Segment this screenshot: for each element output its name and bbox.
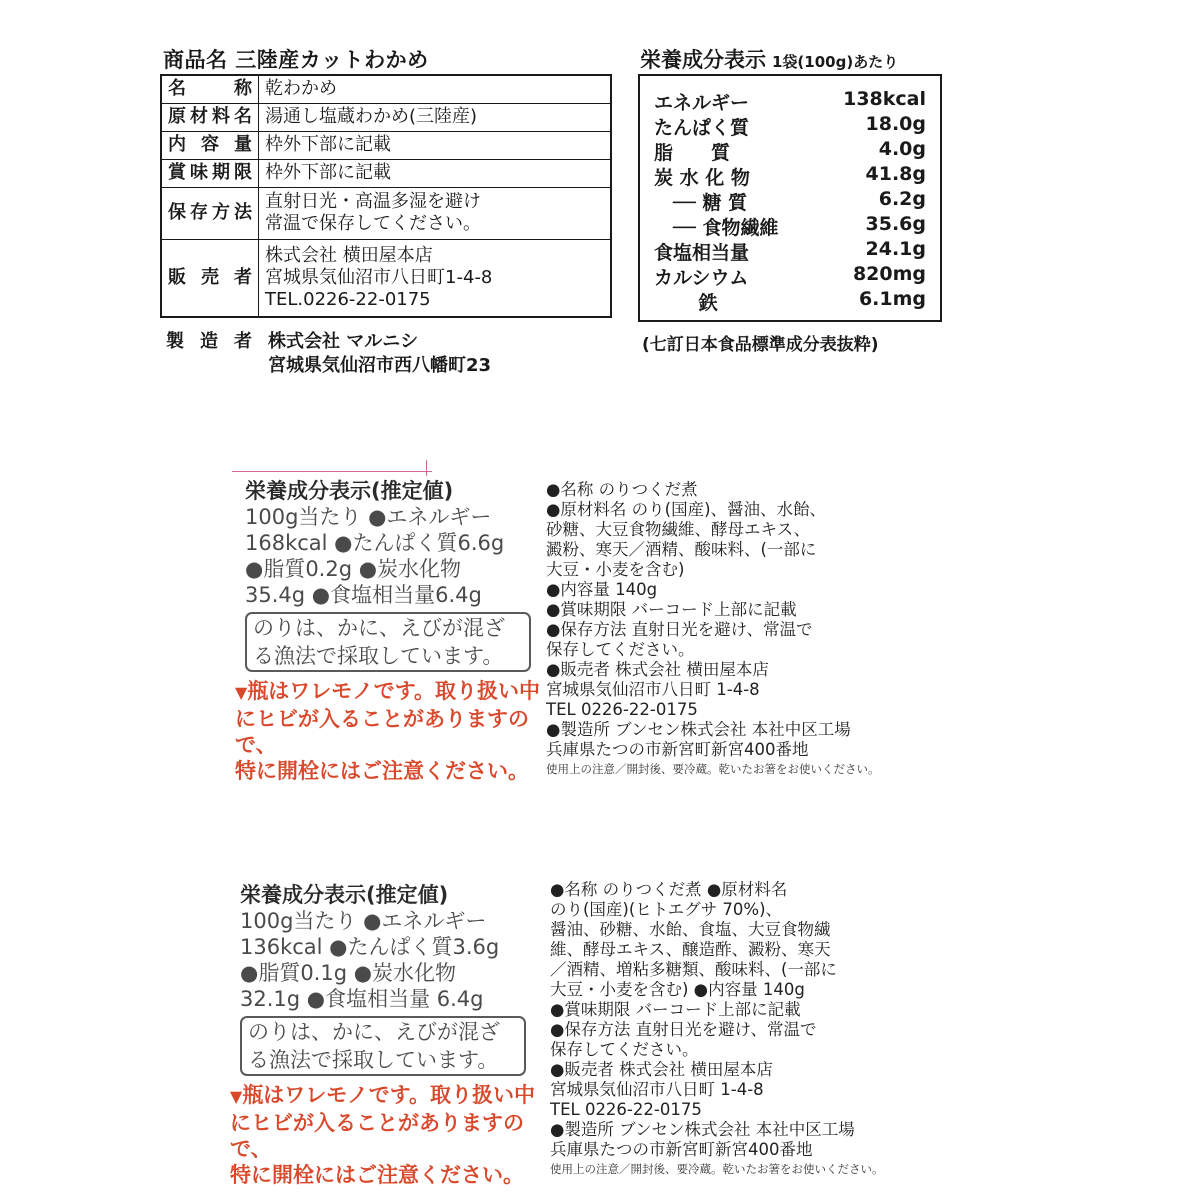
nutrition-line: 32.1g ●食塩相当量 6.4g — [240, 987, 484, 1011]
info-item: ●原材料名 のり(国産)、醤油、水飴、 砂糖、大豆食物繊維、酵母エキス、 澱粉、寒天／酒精、酸味料、(一部に 大豆・小麦を含む) — [546, 500, 827, 579]
nutrition-row — [654, 263, 926, 288]
table-row — [161, 131, 611, 159]
nutrient-label: エネルギー — [654, 92, 750, 114]
nutrition-table — [638, 74, 942, 322]
usage-caution: 使用上の注意／開封後、要冷蔵。乾いたお箸をお使いください。 — [546, 762, 880, 776]
product-info-panel — [550, 880, 884, 1178]
nutrition-line: ●脂質0.2g ●炭水化物 — [245, 557, 462, 581]
nutrient-value: 6.2g — [878, 188, 926, 210]
row-key: 原材料名 — [161, 103, 259, 131]
info-item: ●販売者 株式会社 横田屋本店 宮城県気仙沼市八日町 1-4-8 TEL 0226-22-0175 — [546, 660, 769, 719]
nutrition-line: 136kcal ●たんぱく質3.6g — [240, 935, 500, 959]
nutrition-line: 168kcal ●たんぱく質6.6g — [245, 531, 505, 555]
nutrient-value: 41.8g — [865, 163, 926, 185]
nutrient-label: ── 食物繊維 — [654, 217, 779, 239]
nutrition-line: 100g当たり ●エネルギー — [245, 505, 492, 529]
product-title: 商品名 三陸産カットわかめ — [163, 48, 429, 72]
row-value: 枠外下部に記載 — [259, 131, 612, 159]
nutrition-line: 100g当たり ●エネルギー — [240, 909, 487, 933]
row-key: 保存方法 — [161, 187, 259, 239]
nutrition-header — [640, 44, 898, 74]
row-key: 賞味期限 — [161, 159, 259, 187]
crop-mark — [232, 471, 432, 472]
nutrition-title: 栄養成分表示(推定値) — [240, 883, 449, 907]
nutrition-row — [654, 113, 926, 138]
nutrition-serving: 1袋(100g)あたり — [772, 53, 899, 71]
usage-caution: 使用上の注意／開封後、要冷蔵。乾いたお箸をお使いください。 — [550, 1162, 884, 1176]
row-value: 株式会社 横田屋本店 宮城県気仙沼市八日町1-4-8 TEL.0226-22-0175 — [259, 239, 612, 317]
nutrition-row — [654, 138, 926, 163]
product-info-panel — [546, 480, 880, 778]
table-row — [161, 75, 611, 103]
nutrient-value: 24.1g — [865, 238, 926, 260]
row-value: 枠外下部に記載 — [259, 159, 612, 187]
warning-text: 瓶はワレモノです。取り扱い中 にヒビが入ることがありますので、 特に開栓にはご注意ください。 — [230, 1083, 536, 1187]
nutrition-title: 栄養成分表示(推定値) — [245, 479, 454, 503]
nutrition-row — [654, 213, 926, 238]
row-key: 販 売 者 — [161, 239, 259, 317]
row-key: 名 称 — [161, 75, 259, 103]
info-item: ●名称 のりつくだ煮 — [546, 480, 698, 499]
fragile-warning — [235, 678, 545, 784]
nutrient-value: 18.0g — [865, 113, 926, 135]
nutrient-label: たんぱく質 — [654, 117, 750, 139]
nutrient-value: 35.6g — [865, 213, 926, 235]
table-row — [161, 239, 611, 317]
info-item: ●保存方法 直射日光を避け、常温で 保存してください。 — [550, 1020, 817, 1059]
fragile-warning — [230, 1082, 540, 1188]
info-item: ●賞味期限 バーコード上部に記載 — [546, 600, 797, 619]
manufacturer-key: 製 造 者 — [166, 331, 252, 352]
info-item: ●製造所 ブンセン株式会社 本社中区工場 兵庫県たつの市新宮町新宮400番地 — [546, 720, 851, 759]
nutrition-row — [654, 288, 926, 313]
nutrient-value: 138kcal — [843, 88, 926, 110]
triangle-icon: ▼ — [235, 683, 248, 702]
row-value: 乾わかめ — [259, 75, 612, 103]
nutrient-label: カルシウム — [654, 267, 749, 289]
product-info-table — [160, 74, 612, 318]
nutrition-title: 栄養成分表示 — [640, 48, 766, 72]
info-item: ●名称 のりつくだ煮 ●原材料名 のり(国産)(ヒトエグサ 70%)、 醤油、砂糖、水飴、食塩、大豆食物繊 維、酵母エキス、醸造酢、澱粉、寒天 ／酒精、増粘多糖類、酸味料、(一部に 大豆・小麦を含む) ●内容量 140g — [550, 880, 837, 999]
info-item: ●保存方法 直射日光を避け、常温で 保存してください。 — [546, 620, 813, 659]
allergen-note-box: のりは、かに、えびが混ざる漁法で採取しています。 — [245, 612, 531, 672]
nutrition-panel — [230, 882, 540, 1188]
nutrient-label: 炭 水 化 物 — [654, 167, 750, 189]
table-row — [161, 159, 611, 187]
nutrition-row — [654, 163, 926, 188]
nutrient-value: 6.1mg — [858, 288, 926, 310]
nutrition-row — [654, 188, 926, 213]
crop-mark — [426, 460, 427, 476]
warning-text: 瓶はワレモノです。取り扱い中 にヒビが入ることがありますので、 特に開栓にはご注意ください。 — [235, 679, 541, 783]
nutrition-source-note: (七訂日本食品標準成分表抜粋) — [642, 335, 879, 355]
allergen-note-box: のりは、かに、えびが混ざる漁法で採取しています。 — [240, 1016, 526, 1076]
nutrition-line: ●脂質0.1g ●炭水化物 — [240, 961, 457, 985]
info-item: ●賞味期限 バーコード上部に記載 — [550, 1000, 801, 1019]
row-key: 内容量 — [161, 131, 259, 159]
table-row — [161, 187, 611, 239]
nutrient-label: 鉄 — [654, 292, 718, 314]
nutrient-label: 脂 質 — [654, 142, 731, 164]
nutrient-label: 食塩相当量 — [654, 242, 750, 264]
row-value: 湯通し塩蔵わかめ(三陸産) — [259, 103, 612, 131]
info-item: ●販売者 株式会社 横田屋本店 宮城県気仙沼市八日町 1-4-8 TEL 0226-22-0175 — [550, 1060, 773, 1119]
info-item: ●製造所 ブンセン株式会社 本社中区工場 兵庫県たつの市新宮町新宮400番地 — [550, 1120, 855, 1159]
info-item: ●内容量 140g — [546, 580, 658, 599]
manufacturer-value: 株式会社 マルニシ 宮城県気仙沼市西八幡町23 — [268, 331, 492, 376]
nutrient-label: ── 糖 質 — [654, 192, 748, 214]
nutrition-line: 35.4g ●食塩相当量6.4g — [245, 583, 482, 607]
triangle-icon: ▼ — [230, 1087, 243, 1106]
nutrient-value: 820mg — [852, 263, 926, 285]
nutrition-panel — [235, 478, 545, 784]
table-row — [161, 103, 611, 131]
nutrient-value: 4.0g — [878, 138, 926, 160]
row-value: 直射日光・高温多湿を避け 常温で保存してください。 — [259, 187, 612, 239]
nutrition-row — [654, 88, 926, 113]
nutrition-row — [654, 238, 926, 263]
